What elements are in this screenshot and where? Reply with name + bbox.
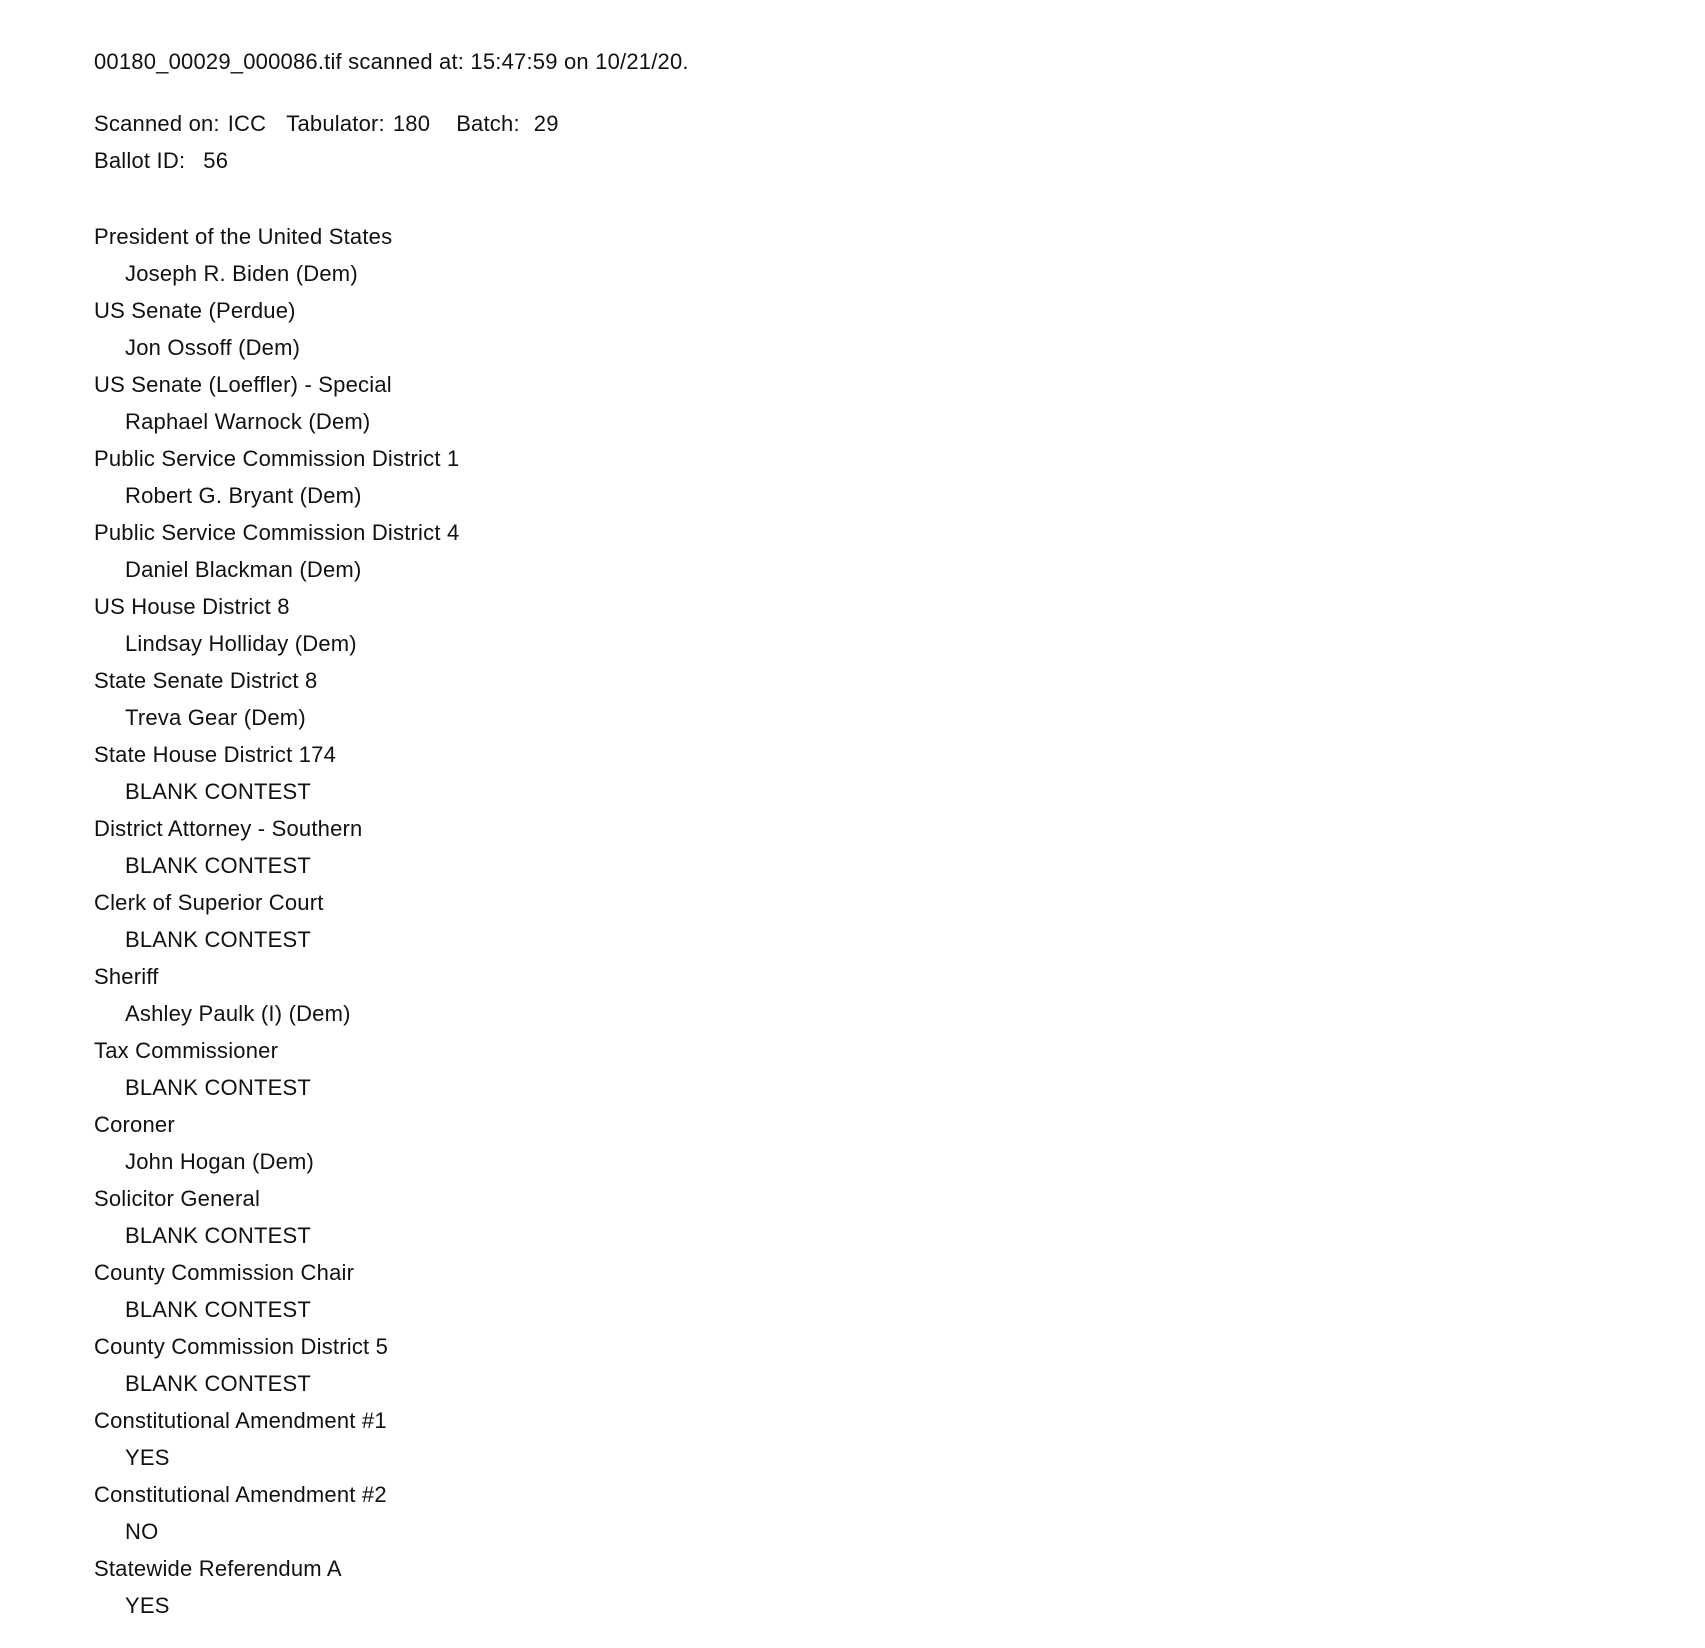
- contest-list: [94, 218, 1665, 1624]
- scan-meta-line: [94, 105, 1665, 142]
- batch-label: Batch:: [456, 111, 520, 136]
- contest-title: Clerk of Superior Court: [94, 890, 324, 915]
- contest-choice: John Hogan (Dem): [125, 1149, 315, 1174]
- scanner-value: ICC: [227, 111, 267, 136]
- contest-title: Sheriff: [94, 964, 159, 989]
- contest-title: District Attorney - Southern: [94, 816, 363, 841]
- tabulator-label: Tabulator:: [286, 111, 385, 136]
- contest-row: [94, 588, 1665, 662]
- contest-title: Coroner: [94, 1112, 175, 1137]
- contest-title: US House District 8: [94, 594, 290, 619]
- contest-choice: NO: [125, 1519, 159, 1544]
- scan-meta-block: [94, 105, 1665, 179]
- batch-value: 29: [533, 111, 559, 136]
- contest-row: [94, 366, 1665, 440]
- contest-choice: Lindsay Holliday (Dem): [125, 631, 357, 656]
- tabulator-value: 180: [392, 111, 431, 136]
- contest-title: Public Service Commission District 4: [94, 520, 460, 545]
- contest-choice: Jon Ossoff (Dem): [125, 335, 301, 360]
- contest-choice: Ashley Paulk (I) (Dem): [125, 1001, 351, 1026]
- contest-row: [94, 440, 1665, 514]
- contest-title: Statewide Referendum A: [94, 1556, 342, 1581]
- scanned-on-label: Scanned on:: [94, 111, 220, 136]
- scan-filename-line: 00180_00029_000086.tif scanned at: 15:47:59 on 10/21/20.: [94, 49, 689, 74]
- contest-title: Tax Commissioner: [94, 1038, 279, 1063]
- contest-title: US Senate (Perdue): [94, 298, 296, 323]
- batch-pair: [456, 111, 558, 136]
- contest-title: State Senate District 8: [94, 668, 318, 693]
- contest-row: [94, 1328, 1665, 1402]
- contest-row: [94, 1106, 1665, 1180]
- contest-row: [94, 1180, 1665, 1254]
- contest-choice: YES: [125, 1593, 170, 1618]
- contest-row: [94, 958, 1665, 1032]
- contest-choice: BLANK CONTEST: [125, 1297, 311, 1322]
- contest-choice: BLANK CONTEST: [125, 1075, 311, 1100]
- contest-row: [94, 514, 1665, 588]
- contest-row: [94, 1402, 1665, 1476]
- contest-choice: Robert G. Bryant (Dem): [125, 483, 362, 508]
- contest-choice: Treva Gear (Dem): [125, 705, 306, 730]
- contest-choice: BLANK CONTEST: [125, 853, 311, 878]
- contest-title: State House District 174: [94, 742, 337, 767]
- ballot-id-line: [94, 142, 1665, 179]
- contest-choice: BLANK CONTEST: [125, 927, 311, 952]
- scanned-on-pair: [94, 111, 266, 136]
- contest-choice: Daniel Blackman (Dem): [125, 557, 362, 582]
- contest-row: [94, 1550, 1665, 1624]
- contest-title: Constitutional Amendment #2: [94, 1482, 387, 1507]
- contest-row: [94, 1032, 1665, 1106]
- contest-row: [94, 292, 1665, 366]
- contest-choice: BLANK CONTEST: [125, 1371, 311, 1396]
- contest-row: [94, 1254, 1665, 1328]
- contest-title: County Commission Chair: [94, 1260, 355, 1285]
- contest-title: Solicitor General: [94, 1186, 261, 1211]
- contest-choice: Raphael Warnock (Dem): [125, 409, 371, 434]
- ballot-id-label: Ballot ID:: [94, 148, 186, 173]
- contest-title: Constitutional Amendment #1: [94, 1408, 387, 1433]
- contest-choice: YES: [125, 1445, 170, 1470]
- contest-row: [94, 810, 1665, 884]
- ballot-id-value: 56: [203, 148, 229, 173]
- contest-choice: Joseph R. Biden (Dem): [125, 261, 358, 286]
- contest-row: [94, 736, 1665, 810]
- contest-title: Public Service Commission District 1: [94, 446, 460, 471]
- contest-row: [94, 1476, 1665, 1550]
- contest-row: [94, 662, 1665, 736]
- tabulator-pair: [286, 111, 430, 136]
- contest-title: President of the United States: [94, 224, 393, 249]
- contest-title: County Commission District 5: [94, 1334, 389, 1359]
- contest-title: US Senate (Loeffler) - Special: [94, 372, 392, 397]
- contest-choice: BLANK CONTEST: [125, 1223, 311, 1248]
- contest-choice: BLANK CONTEST: [125, 779, 311, 804]
- contest-row: [94, 884, 1665, 958]
- contest-row: [94, 218, 1665, 292]
